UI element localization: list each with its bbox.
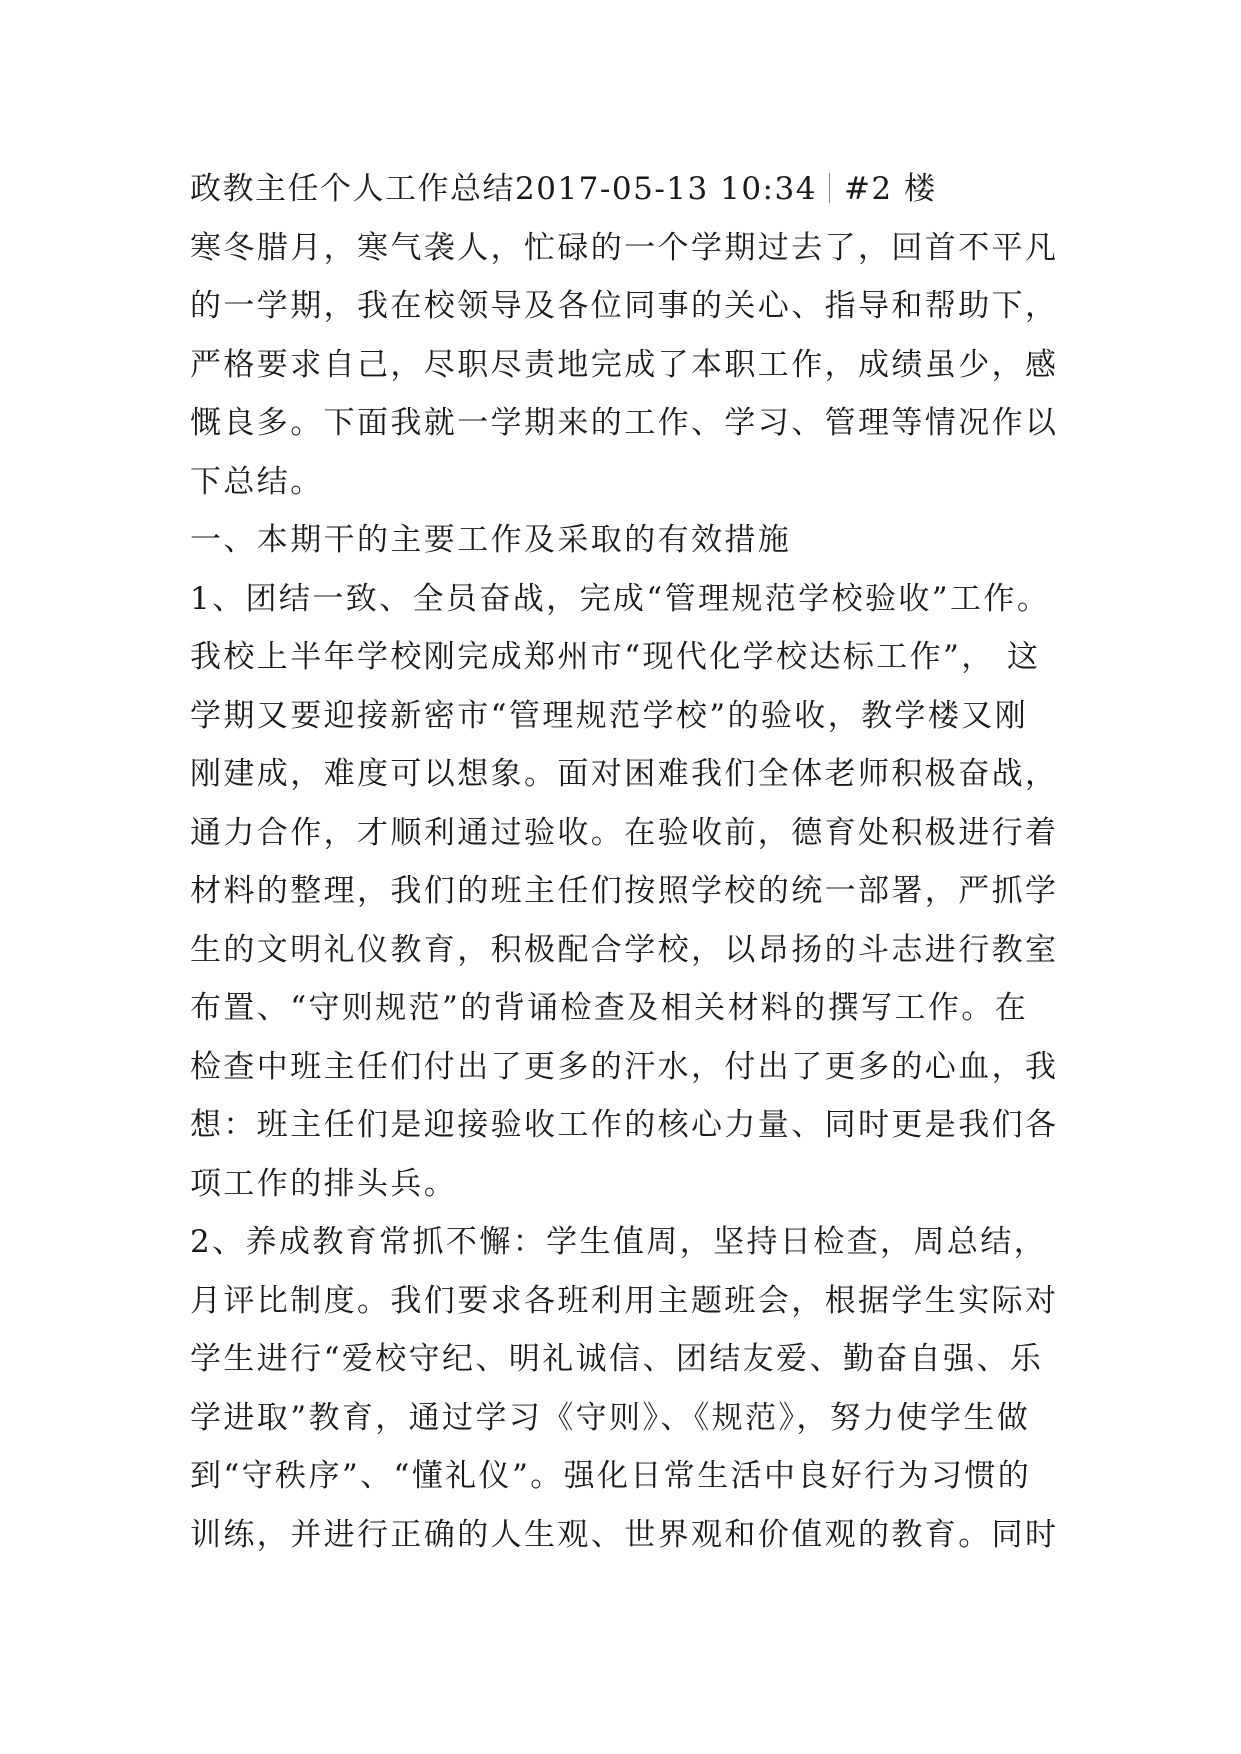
paragraph-line: 到“守秩序”、“懂礼仪”。强化日常生活中良好行为习惯的: [190, 1458, 1032, 1494]
section-heading: 一、本期干的主要工作及采取的有效措施: [190, 522, 792, 558]
paragraph-line: 慨良多。下面我就一学期来的工作、学习、管理等情况作以: [190, 405, 1059, 441]
paragraph-line: 月评比制度。我们要求各班利用主题班会，根据学生实际对: [190, 1282, 1059, 1319]
post-header: [190, 160, 1070, 219]
paragraph-line: 下总结。: [190, 463, 324, 500]
post-date: 2017-05-13: [515, 171, 709, 207]
paragraph-line: 我校上半年学校刚完成郑州市“现代化学校达标工作”， 这: [190, 639, 1041, 675]
paragraph-line: 检查中班主任们付出了更多的汗水，付出了更多的心血，我: [190, 1048, 1059, 1085]
paragraph-line: 学进取”教育，通过学习《守则》、《规范》，努力使学生做: [190, 1399, 1031, 1436]
paragraph-line: 寒冬腊月，寒气袭人，忙碌的一个学期过去了，回首不平凡: [190, 229, 1059, 266]
paragraph-line: 生的文明礼仪教育，积极配合学校，以昂扬的斗志进行教室: [190, 931, 1059, 968]
document-body: [190, 160, 1070, 1564]
paragraph-line: 的一学期，我在校领导及各位同事的关心、指导和帮助下，: [190, 288, 1059, 324]
paragraph-line: 布置、“守则规范”的背诵检查及相关材料的撰写工作。在: [190, 990, 1029, 1026]
header-separator: [829, 173, 830, 203]
paragraph-line: 严格要求自己，尽职尽责地完成了本职工作，成绩虽少，感: [190, 346, 1059, 383]
post-floor: #2 楼: [843, 171, 937, 207]
paragraph-line: 2、养成教育常抓不懈：学生值周，坚持日检查，周总结，: [190, 1224, 1048, 1260]
post-time: 10:34: [720, 171, 817, 207]
paragraph-line: 材料的整理，我们的班主任们按照学校的统一部署，严抓学: [190, 873, 1059, 909]
paragraph-line: 学生进行“爱校守纪、明礼诚信、团结友爱、勤奋自强、乐: [190, 1341, 1044, 1377]
paragraph-line: 通力合作，才顺利通过验收。在验收前，德育处积极进行着: [190, 814, 1059, 851]
paragraph-line: 想：班主任们是迎接验收工作的核心力量、同时更是我们各: [190, 1107, 1059, 1143]
paragraph-line: 项工作的排头兵。: [190, 1165, 458, 1202]
paragraph-line: 训练，并进行正确的人生观、世界观和价值观的教育。同时: [190, 1516, 1059, 1553]
paragraph-line: 刚建成，难度可以想象。面对困难我们全体老师积极奋战，: [190, 756, 1059, 792]
paragraph-line: 学期又要迎接新密市“管理规范学校”的验收，教学楼又刚: [190, 697, 1029, 734]
paragraph-line: 1、团结一致、全员奋战，完成“管理规范学校验收”工作。: [190, 580, 1051, 617]
post-title: 政教主任个人工作总结: [190, 171, 515, 207]
